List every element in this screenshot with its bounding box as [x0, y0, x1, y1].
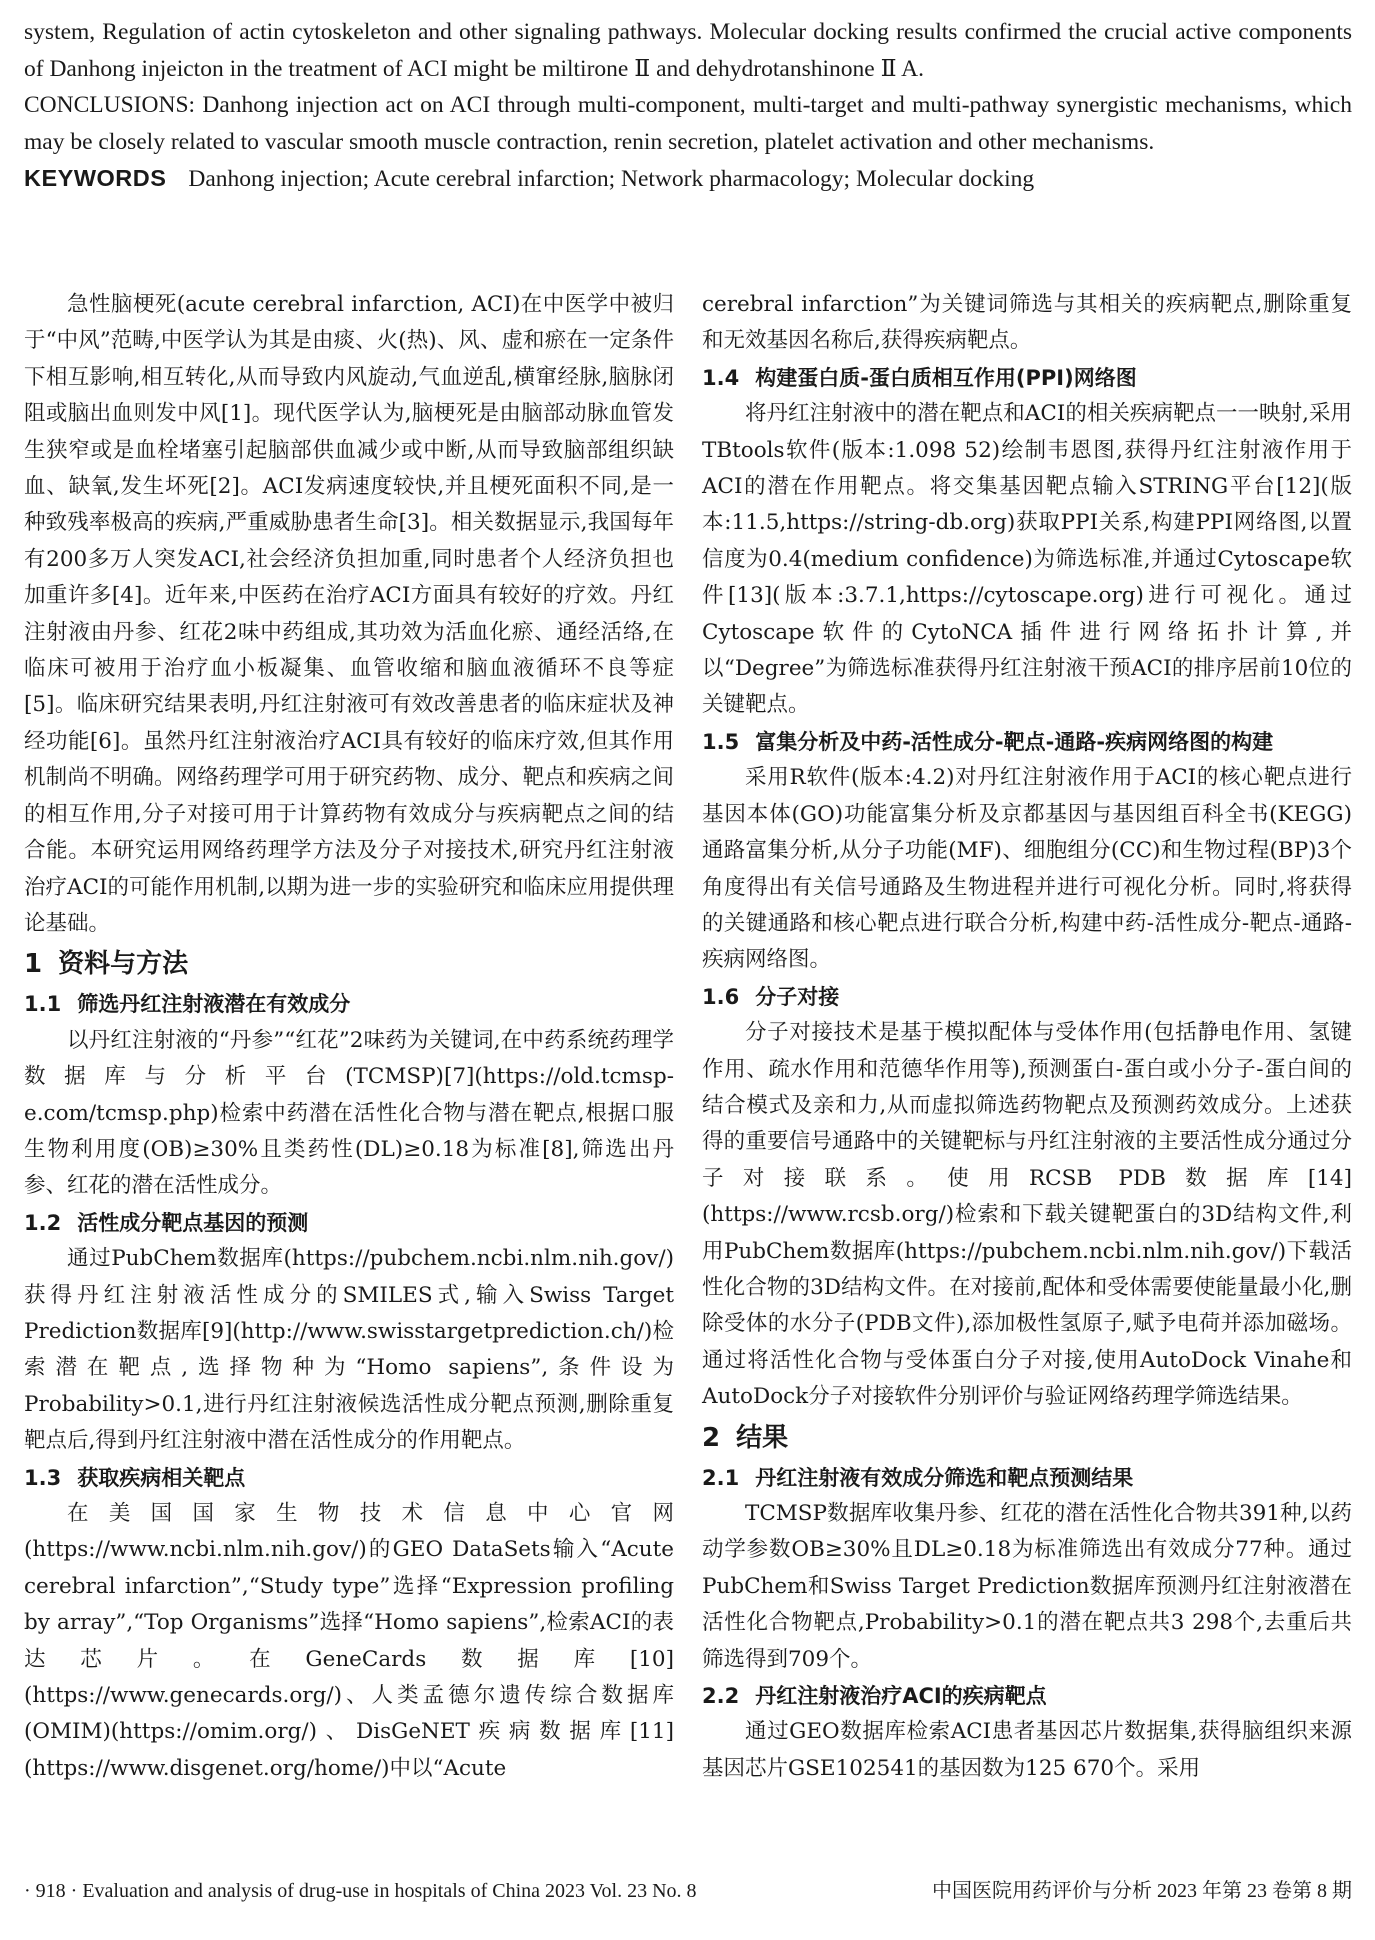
section-1-number: 1 — [24, 949, 43, 980]
abstract-results-tail: system, Regulation of actin cytoskeleton and other signaling pathways. Molecular docking results confirmed the crucial active components of Danhong injeicton in the treatment of ACI might be miltirone Ⅱ and dehydrotanshinone Ⅱ A. — [24, 19, 1352, 82]
subsection-2-2-heading — [702, 1678, 1352, 1714]
subsection-1-3-heading — [24, 1460, 674, 1496]
subsection-1-1-title: 筛选丹红注射液潜在有效成分 — [77, 992, 351, 1017]
subsection-1-2-text: 通过PubChem数据库(https://pubchem.ncbi.nlm.nih.gov/)获得丹红注射液活性成分的SMILES式,输入Swiss Target Prediction数据库[9](http://www.swisstargetprediction.ch/)检索潜在靶点,选择物种为“Homo sapiens”,条件设为Probability>0.1,进行丹红注射液候选活性成分靶点预测,删除重复靶点后,得到丹红注射液中潜在活性成分的作用靶点。 — [24, 1246, 674, 1454]
left-column — [24, 287, 674, 1787]
subsection-2-1-text: TCMSP数据库收集丹参、红花的潜在活性化合物共391种,以药动学参数OB≥30%且DL≥0.18为标准筛选出有效成分77种。通过PubChem和Swiss Target Prediction数据库预测丹红注射液潜在活性化合物靶点,Probability>0.1的潜在靶点共3 298个,去重后共筛选得到709个。 — [702, 1501, 1352, 1672]
intro-paragraph: 急性脑梗死(acute cerebral infarction, ACI)在中医学中被归于“中风”范畴,中医学认为其是由痰、火(热)、风、虚和瘀在一定条件下相互影响,相互转化,从而导致内风旋动,气血逆乱,横窜经脉,脑脉闭阻或脑出血则发中风[1]。现代医学认为,脑梗死是由脑部动脉血管发生狭窄或是血栓堵塞引起脑部供血减少或中断,从而导致脑部组织缺血、缺氧,发生坏死[2]。ACI发病速度较快,并且梗死面积不同,是一种致残率极高的疾病,严重威胁患者生命[3]。相关数据显示,我国每年有200多万人突发ACI,社会经济负担加重,同时患者个人经济负担也加重许多[4]。近年来,中医药在治疗ACI方面具有较好的疗效。丹红注射液由丹参、红花2味中药组成,其功效为活血化瘀、通经活络,在临床可被用于治疗血小板凝集、血管收缩和脑血液循环不良等症[5]。临床研究结果表明,丹红注射液可有效改善患者的临床症状及神经功能[6]。虽然丹红注射液治疗ACI具有较好的临床疗效,但其作用机制尚不明确。网络药理学可用于研究药物、成分、靶点和疾病之间的相互作用,分子对接可用于计算药物有效成分与疾病靶点之间的结合能。本研究运用网络药理学方法及分子对接技术,研究丹红注射液治疗ACI的可能作用机制,以期为进一步的实验研究和临床应用提供理论基础。 — [24, 292, 674, 936]
subsection-1-4-text: 将丹红注射液中的潜在靶点和ACI的相关疾病靶点一一映射,采用TBtools软件(版本:1.098 52)绘制韦恩图,获得丹红注射液作用于ACI的潜在作用靶点。将交集基因靶点输入STRING平台[12](版本:11.5,https://string-db.org)获取PPI关系,构建PPI网络图,以置信度为0.4(medium confidence)为筛选标准,并通过Cytoscape软件[13](版本:3.7.1,https://cytoscape.org)进行可视化。通过Cytoscape软件的CytoNCA插件进行网络拓扑计算,并以“Degree”为筛选标准获得丹红注射液干预ACI的排序居前10位的关键靶点。 — [702, 401, 1352, 718]
subsection-1-6-title: 分子对接 — [755, 984, 840, 1009]
subsection-2-2-text: 通过GEO数据库检索ACI患者基因芯片数据集,获得脑组织来源基因芯片GSE102541的基因数为125 670个。采用 — [702, 1719, 1352, 1781]
subsection-1-3-continued: cerebral infarction”为关键词筛选与其相关的疾病靶点,删除重复和无效基因名称后,获得疾病靶点。 — [702, 292, 1352, 354]
keywords-line — [24, 160, 1352, 198]
subsection-1-1-text: 以丹红注射液的“丹参”“红花”2味药为关键词,在中药系统药理学数据库与分析平台(TCMSP)[7](https://old.tcmsp-e.com/tcmsp.php)检索中药潜在活性化合物与潜在靶点,根据口服生物利用度(OB)≥30%且类药性(DL)≥0.18为标准[8],筛选出丹参、红花的潜在活性成分。 — [24, 1027, 674, 1199]
subsection-1-6-number: 1.6 — [702, 984, 740, 1009]
section-2-heading — [702, 1420, 1352, 1456]
subsection-1-2-heading — [24, 1205, 674, 1241]
section-1-heading — [24, 946, 674, 982]
keywords-label: KEYWORDS — [24, 165, 167, 192]
keywords-text: Danhong injection; Acute cerebral infarction; Network pharmacology; Molecular docking — [188, 166, 1035, 193]
subsection-2-2-title: 丹红注射液治疗ACI的疾病靶点 — [755, 1684, 1047, 1709]
subsection-1-5-text: 采用R软件(版本:4.2)对丹红注射液作用于ACI的核心靶点进行基因本体(GO)功能富集分析及京都基因与基因组百科全书(KEGG)通路富集分析,从分子功能(MF)、细胞组分(CC)和生物过程(BP)3个角度得出有关信号通路及生物进程并进行可视化分析。同时,将获得的关键通路和核心靶点进行联合分析,构建中药-活性成分-靶点-通路-疾病网络图。 — [702, 765, 1352, 973]
section-2-number: 2 — [702, 1422, 721, 1453]
subsection-1-3-number: 1.3 — [24, 1465, 62, 1490]
subsection-1-5-heading — [702, 724, 1352, 760]
section-1-title: 资料与方法 — [58, 949, 189, 980]
subsection-1-1-number: 1.1 — [24, 992, 62, 1017]
subsection-1-2-title: 活性成分靶点基因的预测 — [77, 1210, 309, 1235]
footer-left: · 918 · Evaluation and analysis of drug-use in hospitals of China 2023 Vol. 23 No. 8 — [24, 1880, 697, 1902]
subsection-1-6-heading — [702, 979, 1352, 1015]
subsection-1-5-title: 富集分析及中药-活性成分-靶点-通路-疾病网络图的构建 — [755, 729, 1274, 754]
abstract-conclusions: CONCLUSIONS: Danhong injection act on ACI through multi-component, multi-target and multi-pathway synergistic mechanisms, which may be closely related to vascular smooth muscle contraction, renin secretion, platelet activation and other mechanisms. — [24, 92, 1352, 155]
subsection-1-4-number: 1.4 — [702, 365, 740, 390]
right-column — [702, 287, 1352, 1787]
abstract-tail — [24, 14, 1352, 198]
subsection-1-6-text: 分子对接技术是基于模拟配体与受体作用(包括静电作用、氢键作用、疏水作用和范德华作用等),预测蛋白-蛋白或小分子-蛋白间的结合模式及亲和力,从而虚拟筛选药物靶点及预测药效成分。上述获得的重要信号通路中的关键靶标与丹红注射液的主要活性成分通过分子对接联系。使用RCSB PDB数据库[14](https://www.rcsb.org/)检索和下载关键靶蛋白的3D结构文件,利用PubChem数据库(https://pubchem.ncbi.nlm.nih.gov/)下载活性化合物的3D结构文件。在对接前,配体和受体需要使能量最小化,删除受体的水分子(PDB文件),添加极性氢原子,赋予电荷并添加磁场。通过将活性化合物与受体蛋白分子对接,使用AutoDock Vinahe和AutoDock分子对接软件分别评价与验证网络药理学筛选结果。 — [702, 1020, 1352, 1410]
subsection-1-5-number: 1.5 — [702, 729, 740, 754]
section-2-title: 结果 — [736, 1422, 789, 1453]
subsection-1-2-number: 1.2 — [24, 1210, 62, 1235]
subsection-1-3-text: 在美国国家生物技术信息中心官网(https://www.ncbi.nlm.nih.gov/)的GEO DataSets输入“Acute cerebral infarction”,“Study type”选择“Expression profiling by array”,“Top Organisms”选择“Homo sapiens”,检索ACI的表达芯片。在GeneCards数据库[10](https://www.genecards.org/)、人类孟德尔遗传综合数据库(OMIM)(https://omim.org/)、DisGeNET疾病数据库[11](https://www.disgenet.org/home/)中以“Acute — [24, 1501, 674, 1781]
subsection-1-4-title: 构建蛋白质-蛋白质相互作用(PPI)网络图 — [755, 365, 1137, 390]
subsection-2-2-number: 2.2 — [702, 1684, 740, 1709]
subsection-1-3-title: 获取疾病相关靶点 — [77, 1465, 246, 1490]
subsection-1-1-heading — [24, 986, 674, 1022]
footer-right: 中国医院用药评价与分析 2023 年第 23 卷第 8 期 — [932, 1880, 1352, 1902]
subsection-1-4-heading — [702, 360, 1352, 396]
subsection-2-1-heading — [702, 1460, 1352, 1496]
subsection-2-1-title: 丹红注射液有效成分筛选和靶点预测结果 — [755, 1465, 1134, 1490]
subsection-2-1-number: 2.1 — [702, 1465, 740, 1490]
